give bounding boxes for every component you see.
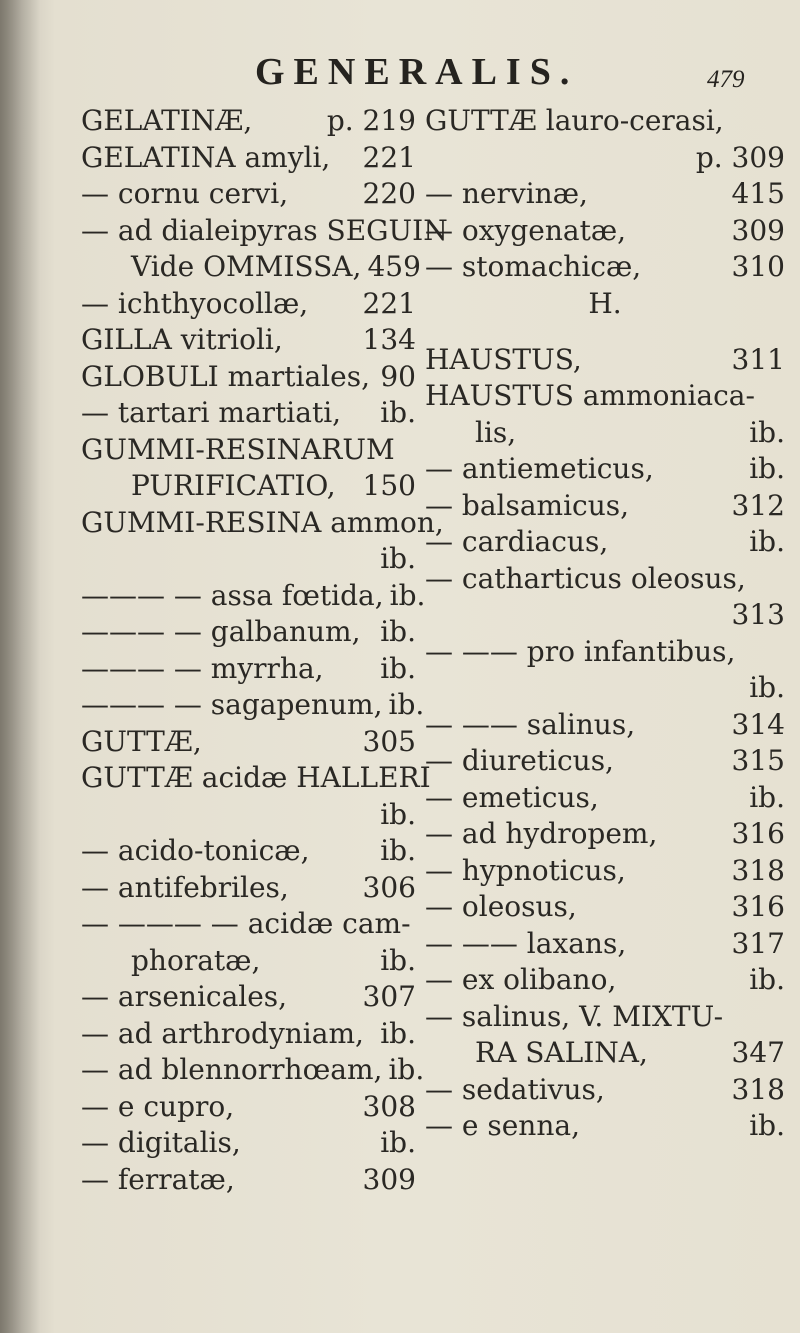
- index-entry-page: 315: [731, 744, 785, 777]
- index-entry-page: ib.: [749, 452, 785, 485]
- index-entry: [425, 1073, 785, 1110]
- index-entry-page: 221: [362, 286, 416, 320]
- index-entry: [81, 652, 416, 689]
- index-entry: [425, 598, 785, 635]
- index-entry-page: 307: [362, 980, 416, 1013]
- index-entry: [81, 834, 416, 871]
- index-entry-page: 306: [362, 870, 416, 904]
- index-entry-text: — ichthyocollæ,: [81, 286, 309, 320]
- index-entry: [81, 1090, 416, 1127]
- index-entry-text: — sedativus,: [425, 1072, 605, 1106]
- index-entry: [425, 525, 785, 562]
- index-entry: [425, 744, 785, 781]
- index-entry: [81, 798, 416, 835]
- index-entry-page: ib.: [749, 1109, 785, 1142]
- index-entry: [81, 1053, 425, 1090]
- index-entry-page: 316: [731, 890, 785, 923]
- index-entry-page: 308: [362, 1089, 416, 1123]
- index-entry-page: 311: [731, 342, 785, 376]
- index-entry: [81, 688, 425, 725]
- index-entry-page: ib.: [749, 780, 785, 814]
- index-entry-text: ——— — sagapenum,: [81, 688, 383, 721]
- index-entry: [81, 104, 416, 141]
- index-entry: [81, 944, 416, 981]
- index-entry: [425, 214, 785, 251]
- index-entry: [81, 213, 448, 251]
- index-entry-text: ——— — assa fœtida,: [81, 578, 384, 612]
- index-entry-text: ——— — myrrha,: [81, 651, 324, 685]
- index-entry-text: — ex olibano,: [425, 963, 617, 996]
- index-entry-text: ——— — galbanum,: [81, 615, 361, 648]
- index-entry-page: 459: [367, 250, 421, 283]
- index-entry-text: — cornu cervi,: [81, 177, 289, 210]
- index-entry-text: — —— laxans,: [425, 926, 627, 960]
- index-entry: [81, 725, 416, 762]
- index-entry-text: — balsamicus,: [425, 488, 630, 522]
- index-entry-text: lis,: [475, 415, 517, 449]
- index-entry-text: GUMMI-RESINARUM: [81, 432, 395, 466]
- index-entry: [81, 1163, 416, 1200]
- index-entry-page: ib.: [380, 396, 416, 429]
- index-entry-text: phoratæ,: [131, 943, 261, 977]
- index-entry: [425, 671, 785, 708]
- index-entry: [425, 379, 785, 416]
- index-entry-page: 313: [731, 598, 785, 631]
- index-column-left: [81, 104, 448, 1199]
- index-entry-text: — oxygenatæ,: [425, 213, 627, 247]
- index-entry-text: — oleosus,: [425, 890, 577, 923]
- index-entry-page: ib.: [749, 963, 785, 996]
- index-entry-text: — stomachicæ,: [425, 250, 642, 283]
- index-entry-text: — acido-tonicæ,: [81, 834, 310, 867]
- index-entry-text: GUMMI-RESINA ammon,: [81, 505, 444, 539]
- index-entry: [425, 452, 785, 489]
- index-entry-page: 134: [362, 323, 416, 356]
- index-entry-text: — ad hydropem,: [425, 817, 658, 850]
- index-entry: [425, 817, 785, 854]
- index-entry-page: 150: [362, 469, 416, 502]
- index-entry: [81, 250, 421, 287]
- index-entry: [81, 761, 431, 798]
- index-entry: [81, 141, 416, 178]
- index-entry-text: — arsenicales,: [81, 980, 288, 1013]
- index-entry: [425, 854, 785, 891]
- index-entry: [425, 927, 785, 964]
- index-entry: [425, 1109, 785, 1146]
- page-number: 479: [707, 66, 745, 93]
- index-entry-page: 415: [731, 177, 785, 210]
- index-entry-text: GELATINÆ,: [81, 104, 253, 137]
- index-entry-page: 90: [380, 359, 416, 393]
- index-entry-page: 316: [731, 817, 785, 850]
- index-entry: [81, 907, 416, 944]
- index-entry-page: ib.: [389, 578, 426, 612]
- index-entry-text: GELATINA amyli,: [81, 140, 331, 174]
- index-entry: [425, 250, 785, 287]
- index-entry-page: ib.: [380, 943, 416, 977]
- index-entry-text: — antiemeticus,: [425, 452, 654, 485]
- index-entry-page: 314: [731, 707, 785, 741]
- index-entry-text: GUTTÆ lauro-cerasi,: [425, 104, 724, 137]
- index-entry-page: ib.: [380, 542, 416, 575]
- index-entry-text: — ad dialeipyras SEGUIN: [81, 213, 448, 247]
- index-entry: [425, 104, 785, 141]
- index-entry-page: 309: [362, 1162, 416, 1196]
- index-entry: [81, 615, 416, 652]
- index-entry-text: — ad arthrodyniam,: [81, 1016, 364, 1050]
- index-entry-page: ib.: [388, 1053, 425, 1086]
- index-entry-page: 317: [731, 926, 785, 960]
- index-entry-text: HAUSTUS ammoniaca-: [425, 379, 755, 412]
- index-entry: [81, 542, 416, 579]
- index-entry-page: ib.: [749, 415, 785, 449]
- index-entry-text: — antifebriles,: [81, 870, 289, 904]
- index-entry-page: ib.: [380, 651, 416, 685]
- index-entry-text: — cardiacus,: [425, 525, 609, 558]
- index-entry-text: GUTTÆ,: [81, 724, 202, 758]
- index-entry: [81, 1126, 416, 1163]
- index-entry: [81, 469, 416, 506]
- index-entry: [425, 708, 785, 745]
- index-entry: [425, 287, 785, 343]
- index-entry: [81, 323, 416, 360]
- index-entry: [425, 963, 785, 1000]
- index-entry: [425, 141, 785, 178]
- index-entry-text: — ferratæ,: [81, 1162, 235, 1196]
- index-entry: [81, 980, 416, 1017]
- index-entry: [81, 177, 416, 214]
- index-entry-page: p. 309: [695, 140, 785, 174]
- index-entry-text: RA SALINA,: [475, 1036, 648, 1069]
- index-entry-page: ib.: [380, 1126, 416, 1159]
- index-entry: [81, 396, 416, 433]
- index-entry-text: H.: [588, 286, 622, 320]
- index-entry-page: ib.: [749, 525, 785, 558]
- index-entry-page: ib.: [380, 834, 416, 867]
- index-entry: [81, 578, 426, 616]
- index-entry: [425, 1000, 785, 1037]
- index-entry-page: p. 219: [326, 104, 416, 137]
- index-entry-page: ib.: [749, 671, 785, 704]
- index-entry-text: GUTTÆ acidæ HALLERI: [81, 761, 431, 794]
- index-entry: [425, 1036, 785, 1073]
- index-entry-text: — hypnoticus,: [425, 853, 626, 887]
- index-entry-text: — —— pro infantibus,: [425, 634, 736, 668]
- index-entry: [425, 635, 785, 672]
- index-entry: [81, 287, 416, 324]
- index-entry-page: ib.: [388, 688, 425, 721]
- index-entry-text: — catharticus oleosus,: [425, 561, 746, 595]
- index-entry-page: ib.: [380, 1016, 416, 1050]
- index-entry-page: 318: [731, 853, 785, 887]
- index-entry: [81, 433, 416, 470]
- index-entry-text: — emeticus,: [425, 780, 599, 814]
- index-entry-page: 347: [731, 1036, 785, 1069]
- index-entry: [425, 781, 785, 818]
- index-entry-text: — ——— — acidæ cam-: [81, 907, 411, 940]
- index-entry: [81, 1017, 416, 1054]
- index-entry-text: GILLA vitrioli,: [81, 323, 283, 356]
- index-entry: [425, 562, 785, 599]
- index-entry-text: — nervinæ,: [425, 177, 588, 210]
- index-entry-page: 220: [362, 177, 416, 210]
- index-entry-page: 221: [362, 140, 416, 174]
- index-entry-text: — —— salinus,: [425, 707, 636, 741]
- index-entry: [81, 360, 416, 397]
- index-entry-text: — ad blennorrhœam,: [81, 1053, 383, 1086]
- index-entry-page: 310: [731, 250, 785, 283]
- index-column-right: [425, 104, 785, 1146]
- index-entry: [425, 890, 785, 927]
- index-entry-text: GLOBULI martiales,: [81, 359, 370, 393]
- index-entry-text: — e senna,: [425, 1109, 580, 1142]
- index-entry: [425, 416, 785, 453]
- page-gutter-shadow: [0, 0, 40, 1333]
- index-entry-page: 318: [731, 1072, 785, 1106]
- index-entry-text: HAUSTUS,: [425, 342, 582, 376]
- index-entry-text: — e cupro,: [81, 1089, 235, 1123]
- index-entry: [425, 177, 785, 214]
- index-entry-page: ib.: [380, 797, 416, 831]
- index-entry: [425, 489, 785, 526]
- index-entry-text: — diureticus,: [425, 744, 614, 777]
- index-entry-text: — tartari martiati,: [81, 396, 342, 429]
- index-entry-page: 312: [731, 488, 785, 522]
- index-entry-text: — salinus, V. MIXTU-: [425, 999, 724, 1033]
- running-head: GENERALIS.: [255, 51, 579, 93]
- index-entry-text: PURIFICATIO,: [131, 469, 336, 502]
- index-entry-text: Vide OMMISSA,: [131, 250, 362, 283]
- index-entry-page: 305: [362, 724, 416, 758]
- index-entry: [81, 871, 416, 908]
- index-entry-page: 309: [731, 213, 785, 247]
- index-entry: [81, 505, 444, 543]
- index-entry-page: ib.: [380, 615, 416, 648]
- index-entry-text: — digitalis,: [81, 1126, 241, 1159]
- index-entry: [425, 343, 785, 380]
